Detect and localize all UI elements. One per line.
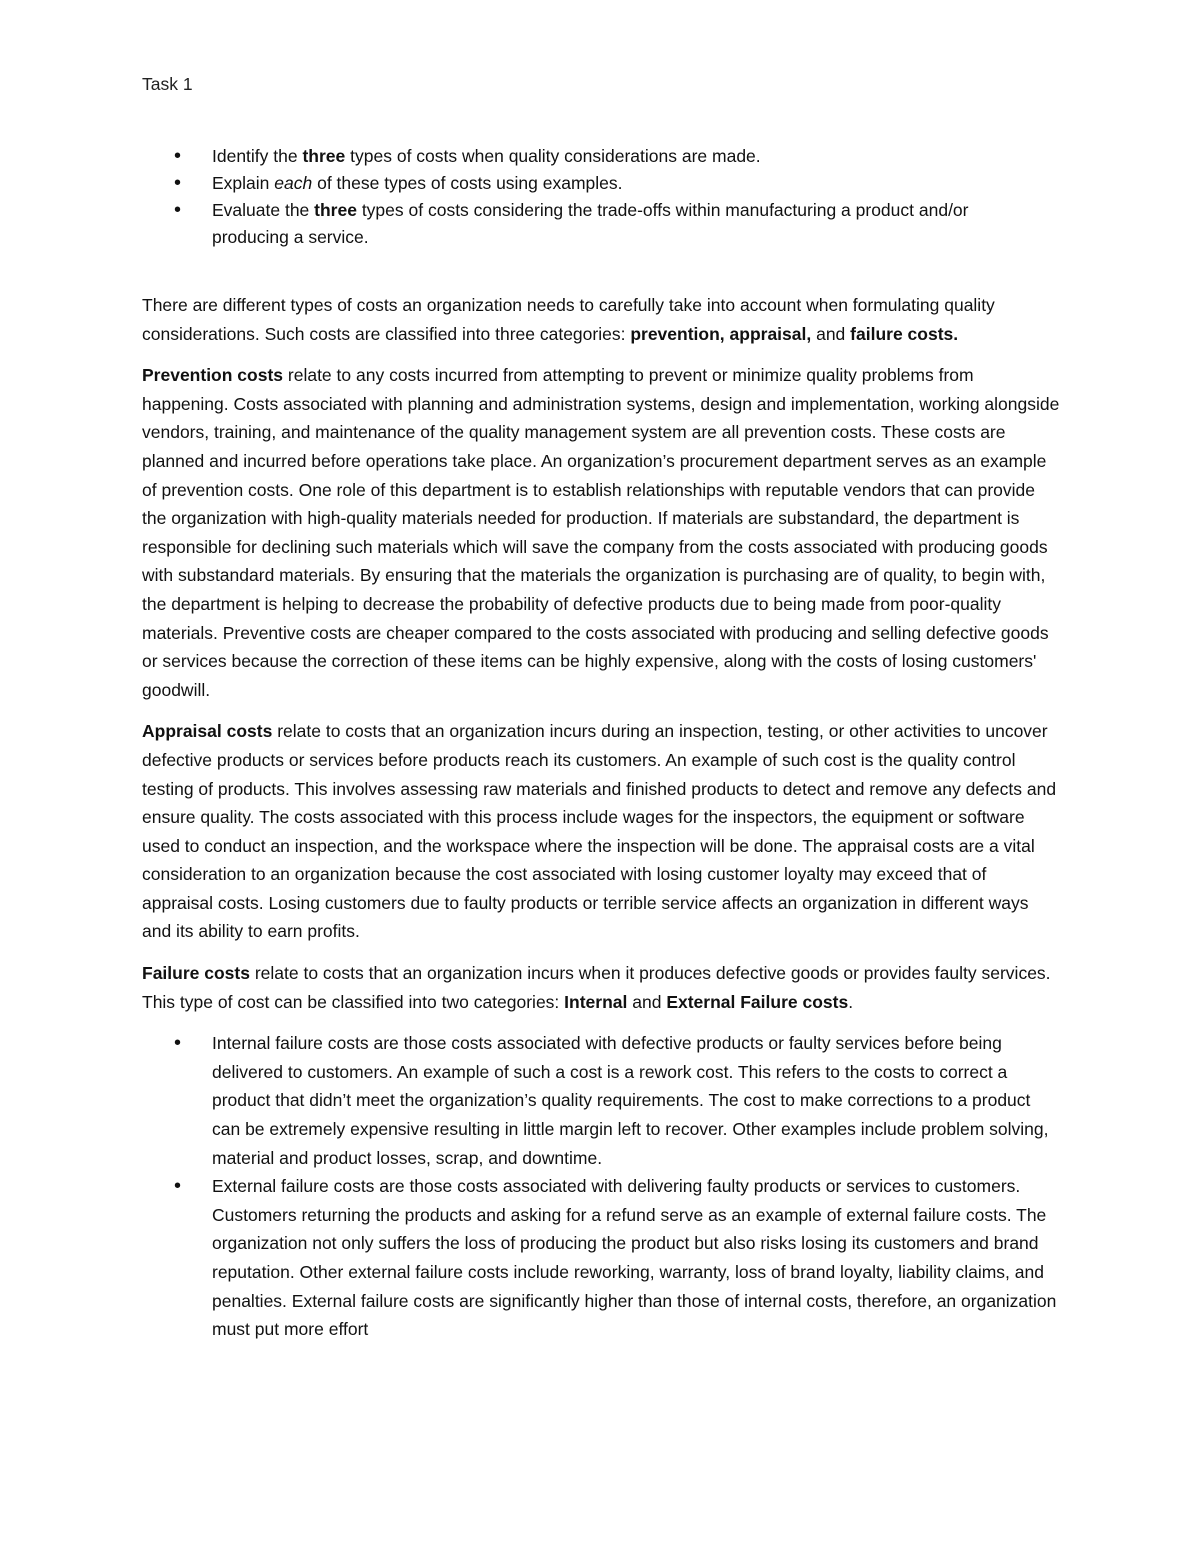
external-failure-item: • External failure costs are those costs associated with delivering faulty products or services to customers. Customers returning the products and asking for a refund serve as an example of external failure costs. The organization not only suffers the loss of producing the product but also risks losing its customers and brand reputation. Other external failure costs include reworking, warranty, loss of brand loyalty, liability claims, and penalties. External failure costs are significantly higher than those of internal costs, therefore, an organization must put more effort [142,1172,1062,1344]
task-text: types of costs when quality considerations are made. [345,146,761,166]
task-text: Identify the [212,146,303,166]
prevention-paragraph [142,361,1062,704]
failure-and: and [627,991,667,1012]
document-body [142,291,1062,1344]
intro-text: There are different types of costs an organization needs to carefully take into account when formulating quality considerations. Such costs are classified into three categories: [142,295,995,344]
category-failure: failure costs. [850,323,959,344]
page-heading: Task 1 [142,74,193,94]
task-item [142,170,1042,197]
failure-end: . [848,991,854,1012]
appraisal-text: relate to costs that an organization incurs during an inspection, testing, or other activities to uncover defective products or services before products reach its customers. An example of such cost is the quality control testing of products. This involves assessing raw materials and finished products to detect and remove any defects and ensure quality. The costs associated with this process include wages for the inspectors, the equipment or software used to conduct an inspection, and the workspace where the inspection will be done. The appraisal costs are a vital consideration to an organization because the cost associated with losing customer loyalty may exceed that of appraisal costs. Losing customers due to faulty products or terrible service affects an organization in different ways and its ability to earn profits. [142,721,1057,942]
task-text: of these types of costs using examples. [312,173,623,193]
failure-paragraph [142,959,1062,1016]
category-prevention: prevention, [630,323,725,344]
task-emphasis: three [302,146,346,166]
intro-paragraph [142,291,1062,348]
category-appraisal: appraisal, [729,323,812,344]
failure-term: Failure costs [142,963,250,984]
task-text: Evaluate the [212,200,315,220]
prevention-term: Prevention costs [142,365,284,386]
internal-failure-item: • Internal failure costs are those costs associated with defective products or faulty services before being delivered to customers. An example of such a cost is a rework cost. This refers to the costs to correct a product that didn’t meet the organization’s quality requirements. The cost to make corrections to a product can be extremely expensive resulting in little margin left to recover. Other examples include problem solving, material and product losses, scrap, and downtime. [142,1029,1062,1172]
task-item [142,197,1042,251]
task-emphasis: each [274,173,313,193]
appraisal-paragraph [142,717,1062,946]
internal-term: Internal [564,991,628,1012]
task-list [142,143,1042,251]
task-item [142,143,1042,170]
task-text: types of costs considering the trade-offs within manufacturing a product and/or producing a service. [212,200,969,247]
prevention-text: relate to any costs incurred from attempting to prevent or minimize quality problems from happening. Costs associated with planning and administration systems, design and implementation, working alongside vendors, training, and maintenance of the quality management system are all prevention costs. These costs are planned and incurred before operations take place. An organization’s procurement department serves as an example of prevention costs. One role of this department is to establish relationships with reputable vendors that can provide the organization with high-quality materials needed for production. If materials are substandard, the department is responsible for declining such materials which will save the company from the costs associated with producing goods with substandard materials. By ensuring that the materials the organization is purchasing are of quality, to begin with, the department is helping to decrease the probability of defective products due to being made from poor-quality materials. Preventive costs are cheaper compared to the costs associated with producing and selling defective goods or services because the correction of these items can be highly expensive, along with the costs of losing customers' goodwill. [142,365,1060,700]
task-text: Explain [212,173,275,193]
failure-text: relate to costs that an organization incurs when it produces defective goods or provides faulty services. This type of cost can be classified into two categories: [142,963,1051,1012]
task-emphasis: three [314,200,357,220]
appraisal-term: Appraisal costs [142,721,273,742]
intro-and: and [811,323,851,344]
external-term: External Failure costs [666,991,849,1012]
failure-list [142,1029,1062,1344]
